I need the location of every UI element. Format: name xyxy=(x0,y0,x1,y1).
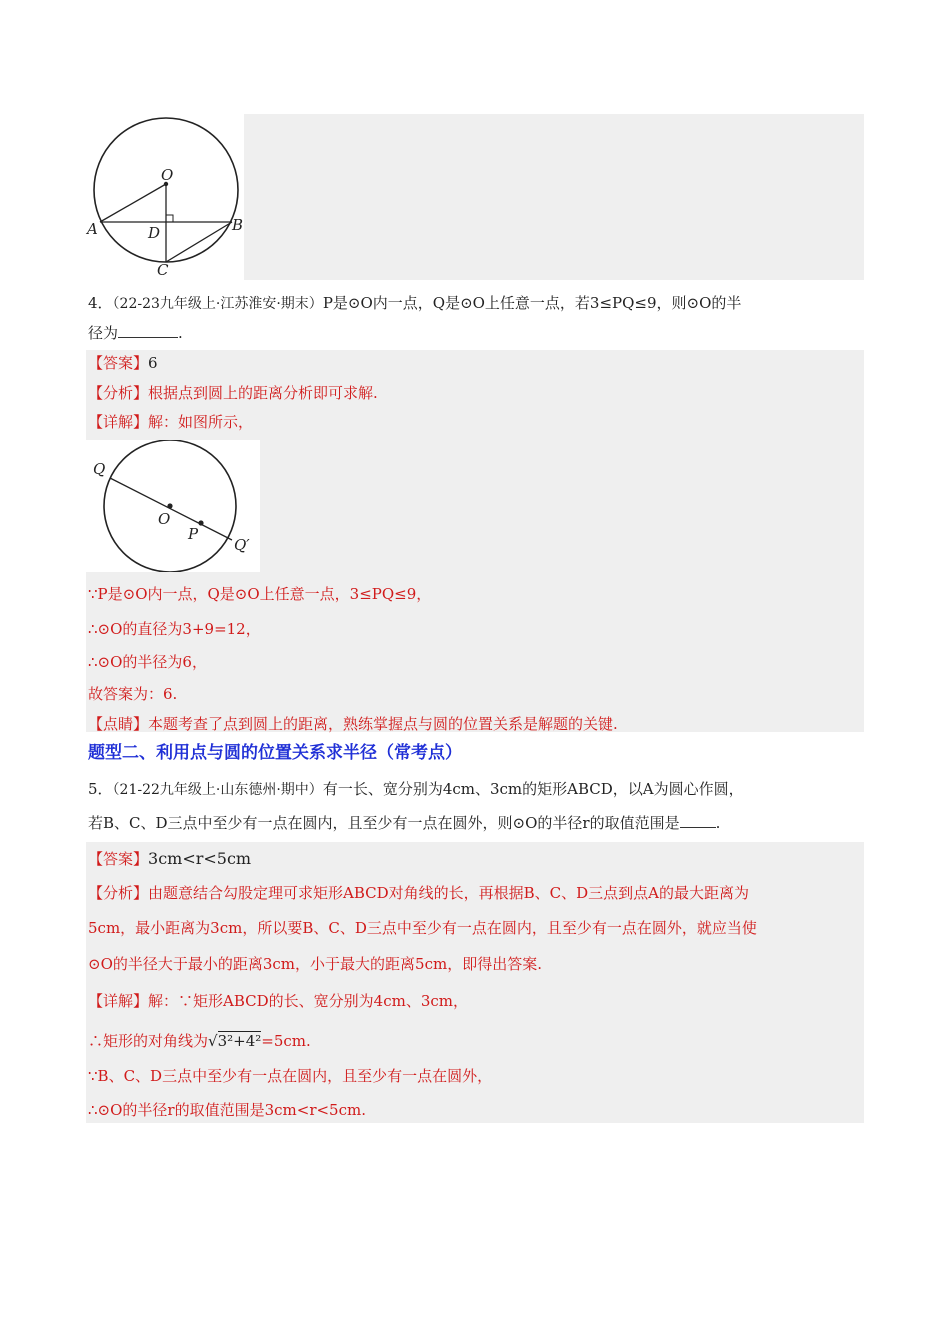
q4-detail: 【详解】解：如图所示， xyxy=(88,413,254,431)
label-P: P xyxy=(188,525,199,543)
q4-analysis: 【分析】根据点到圆上的距离分析即可求解. xyxy=(88,384,378,402)
sqrt-radicand: 3²+4² xyxy=(217,1032,262,1050)
q4-text: P是⊙O内一点，Q是⊙O上任意一点，若3≤PQ≤9，则⊙O的半 xyxy=(322,294,742,312)
label-D: D xyxy=(148,224,161,242)
q5-analysis-3: ⊙O的半径大于最小的距离3cm，小于最大的距离5cm，即得出答案. xyxy=(88,955,542,973)
label-Q-prime: Q′ xyxy=(234,536,250,554)
q5-number: 5． xyxy=(88,780,113,798)
q5-line-2: 若B、C、D三点中至少有一点在圆内，且至少有一点在圆外，则⊙O的半径r的取值范围是 . xyxy=(88,814,721,832)
figure-circle-diameter xyxy=(86,440,260,572)
q5-step-3: ∵B、C、D三点中至少有一点在圆内，且至少有一点在圆外， xyxy=(88,1067,493,1085)
q4-step-1: ∵P是⊙O内一点，Q是⊙O上任意一点，3≤PQ≤9， xyxy=(88,585,432,603)
label-B: B xyxy=(232,216,244,234)
q5-detail: 【详解】解：∵矩形ABCD的长、宽分别为4cm、3cm， xyxy=(88,992,468,1010)
q5-analysis-2: 5cm，最小距离为3cm，所以要B、C、D三点中至少有一点在圆内，且至少有一点在圆外，就应当使 xyxy=(88,919,757,937)
figure-placeholder-box xyxy=(244,114,864,280)
q5-text: 有一长、宽分别为4cm、3cm的矩形ABCD，以A为圆心作圆， xyxy=(322,780,744,798)
answer-blank[interactable] xyxy=(680,812,716,828)
q4-step-3: ∴⊙O的半径为6， xyxy=(88,653,207,671)
figure-circle-chord xyxy=(84,112,244,280)
label-Q: Q xyxy=(93,460,106,478)
label-O2: O xyxy=(158,510,171,528)
q4-answer-value: 6 xyxy=(148,354,158,372)
q5-answer: 【答案】3cm<r<5cm xyxy=(88,849,252,868)
q5-answer-value: 3cm<r<5cm xyxy=(148,849,252,868)
label-O: O xyxy=(161,166,174,184)
section-heading: 题型二、利用点与圆的位置关系求半径（常考点） xyxy=(88,743,462,763)
q5-source: （21-22九年级上·山东德州·期中） xyxy=(112,782,323,798)
sqrt-sign-icon: √ xyxy=(208,1032,218,1050)
answer-blank[interactable] xyxy=(118,322,178,338)
q4-text-b: 径为 xyxy=(88,324,119,342)
q5-step-4: ∴⊙O的半径r的取值范围是3cm<r<5cm. xyxy=(88,1101,366,1119)
q4-number: 4． xyxy=(88,294,113,312)
q4-step-4: 故答案为：6. xyxy=(88,685,178,703)
q5-step-2: ∴矩形的对角线为√3²+4²=5cm. xyxy=(88,1032,311,1050)
q4-comment: 【点睛】本题考查了点到圆上的距离，熟练掌握点与圆的位置关系是解题的关键. xyxy=(88,715,618,733)
q4-line-2: 径为 . xyxy=(88,324,183,342)
label-C: C xyxy=(157,261,169,279)
q4-answer: 【答案】6 xyxy=(88,354,158,372)
q4-line-1 xyxy=(88,292,741,315)
q4-source: （22-23九年级上·江苏淮安·期末） xyxy=(112,296,323,312)
q4-step-2: ∴⊙O的直径为3+9=12， xyxy=(88,620,261,638)
q5-analysis-1: 【分析】由题意结合勾股定理可求矩形ABCD对角线的长，再根据B、C、D三点到点A的最大距离为 xyxy=(88,884,750,902)
label-A: A xyxy=(87,220,98,238)
q5-line-1 xyxy=(88,778,744,801)
